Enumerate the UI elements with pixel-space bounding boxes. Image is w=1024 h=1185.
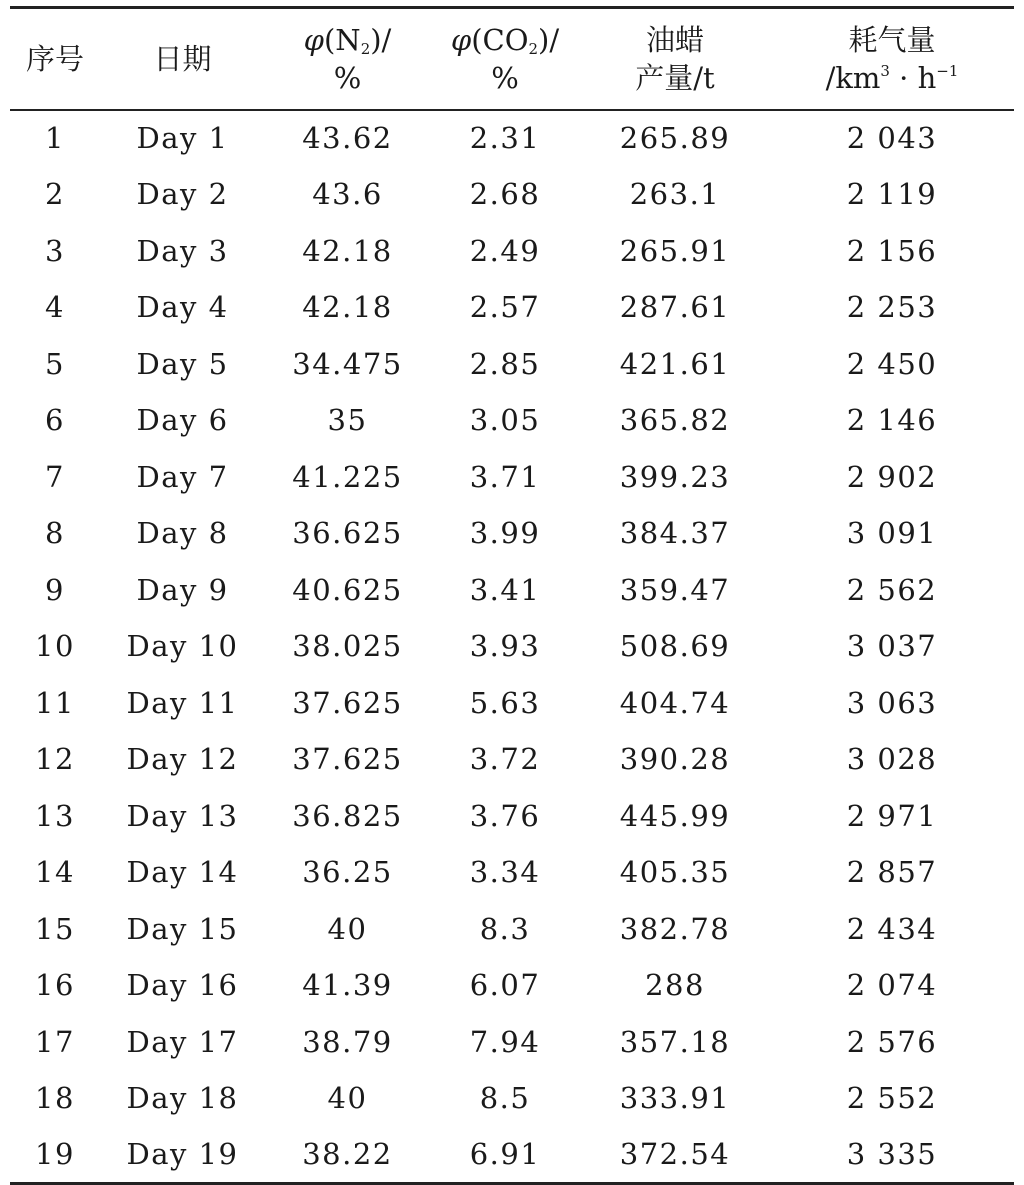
cell-date: Day 8 <box>136 516 229 551</box>
cell-seq: 6 <box>45 403 65 438</box>
cell-co2: 3.71 <box>469 459 541 494</box>
cell-wax-output: 263.1 <box>629 177 721 212</box>
cell-gas-consumption: 2 971 <box>846 798 938 833</box>
cell-date: Day 10 <box>126 629 239 664</box>
cell-co2: 2.49 <box>469 233 541 268</box>
table-row <box>10 731 1014 788</box>
cell-wax-output: 382.78 <box>619 911 731 946</box>
cell-wax-output: 399.23 <box>619 459 731 494</box>
table-row <box>10 166 1014 223</box>
cell-n2: 37.625 <box>292 685 403 720</box>
cell-n2: 38.22 <box>265 1127 430 1184</box>
table-row <box>10 336 1014 393</box>
cell-seq: 16 <box>35 968 75 1003</box>
cell-co2: 2.68 <box>469 177 541 212</box>
cell-gas-consumption: 2 146 <box>846 403 938 438</box>
cell-co2: 2.57 <box>469 290 541 325</box>
cell-co2: 8.5 <box>479 1081 531 1116</box>
cell-seq: 9 <box>45 572 65 607</box>
cell-n2: 37.625 <box>292 742 403 777</box>
table-body <box>10 110 1014 1184</box>
cell-n2: 35 <box>327 403 368 438</box>
cell-co2: 3.41 <box>469 572 541 607</box>
table-row <box>10 449 1014 506</box>
cell-seq: 15 <box>35 911 75 946</box>
cell-wax-output: 265.89 <box>619 121 731 156</box>
cell-co2: 3.72 <box>469 742 541 777</box>
table-row <box>10 901 1014 958</box>
cell-co2: 3.99 <box>469 516 541 551</box>
cell-seq: 17 <box>35 1024 75 1059</box>
cell-gas-consumption: 3 335 <box>770 1127 1014 1184</box>
cell-wax-output: 508.69 <box>619 629 731 664</box>
header-co2-unit: % <box>491 60 519 95</box>
cell-wax-output: 405.35 <box>619 855 731 890</box>
cell-gas-consumption: 2 043 <box>846 121 938 156</box>
cell-date: Day 12 <box>126 742 239 777</box>
cell-wax-output: 333.91 <box>619 1081 731 1116</box>
cell-gas-consumption: 2 119 <box>846 177 938 212</box>
cell-date: Day 13 <box>126 798 239 833</box>
cell-date: Day 19 <box>100 1127 265 1184</box>
cell-n2: 40 <box>327 911 368 946</box>
cell-gas-consumption: 2 576 <box>846 1024 938 1059</box>
cell-n2: 36.825 <box>292 798 403 833</box>
cell-wax-output: 265.91 <box>619 233 731 268</box>
cell-co2: 3.76 <box>469 798 541 833</box>
cell-wax-output: 359.47 <box>619 572 731 607</box>
cell-n2: 36.25 <box>302 855 393 890</box>
cell-gas-consumption: 3 028 <box>846 742 938 777</box>
table-row <box>10 788 1014 845</box>
cell-seq: 13 <box>35 798 75 833</box>
cell-wax-output: 384.37 <box>619 516 731 551</box>
header-n2 <box>265 8 430 110</box>
cell-gas-consumption: 3 037 <box>846 629 938 664</box>
table-row <box>10 392 1014 449</box>
table-row <box>10 957 1014 1014</box>
header-gas-unit: $/km^3 \cdot h^{-1}$ <box>825 60 959 95</box>
cell-n2: 40 <box>327 1081 368 1116</box>
cell-co2: 3.93 <box>469 629 541 664</box>
table-row <box>10 1070 1014 1127</box>
cell-co2: 2.31 <box>469 121 541 156</box>
cell-n2: 38.79 <box>302 1024 393 1059</box>
cell-gas-consumption: 2 074 <box>846 968 938 1003</box>
cell-date: Day 9 <box>136 572 229 607</box>
cell-n2: 41.225 <box>292 459 403 494</box>
cell-wax-output: 365.82 <box>619 403 731 438</box>
table-row <box>10 562 1014 619</box>
cell-seq: 18 <box>35 1081 75 1116</box>
cell-wax-output: 390.28 <box>619 742 731 777</box>
cell-co2: 6.07 <box>469 968 541 1003</box>
cell-n2: 36.625 <box>292 516 403 551</box>
table-header <box>10 8 1014 110</box>
cell-co2: 6.91 <box>430 1127 580 1184</box>
table-row <box>10 223 1014 280</box>
cell-seq: 3 <box>45 233 65 268</box>
header-date: 日期 <box>153 41 212 76</box>
cell-date: Day 17 <box>126 1024 239 1059</box>
cell-gas-consumption: 3 091 <box>846 516 938 551</box>
cell-date: Day 2 <box>136 177 229 212</box>
table-row <box>10 1014 1014 1071</box>
header-gas-line1: 耗气量 <box>848 22 936 57</box>
cell-gas-consumption: 2 857 <box>846 855 938 890</box>
cell-wax-output: 288 <box>645 968 705 1003</box>
cell-date: Day 15 <box>126 911 239 946</box>
cell-date: Day 1 <box>136 121 229 156</box>
table-row <box>10 1127 1014 1184</box>
cell-seq: 5 <box>45 346 65 381</box>
cell-n2: 43.6 <box>312 177 383 212</box>
cell-date: Day 6 <box>136 403 229 438</box>
cell-gas-consumption: 2 450 <box>846 346 938 381</box>
header-gas-consumption <box>770 8 1014 110</box>
header-co2-label: $\varphi(CO_2)/$ <box>450 22 560 58</box>
cell-n2: 34.475 <box>292 346 403 381</box>
cell-date: Day 4 <box>136 290 229 325</box>
cell-seq: 19 <box>10 1127 100 1184</box>
cell-wax-output: 445.99 <box>619 798 731 833</box>
cell-seq: 12 <box>35 742 75 777</box>
header-wax-output <box>580 8 770 110</box>
table-row <box>10 505 1014 562</box>
header-n2-label: $\varphi(N_2)/$ <box>303 22 392 58</box>
data-table <box>10 6 1014 1185</box>
cell-seq: 14 <box>35 855 75 890</box>
header-row <box>10 8 1014 110</box>
table-row <box>10 618 1014 675</box>
cell-gas-consumption: 2 552 <box>846 1081 938 1116</box>
cell-n2: 40.625 <box>292 572 403 607</box>
cell-seq: 11 <box>35 685 75 720</box>
cell-seq: 1 <box>45 121 65 156</box>
cell-n2: 42.18 <box>302 233 393 268</box>
cell-date: Day 5 <box>136 346 229 381</box>
cell-gas-consumption: 2 434 <box>846 911 938 946</box>
cell-wax-output: 404.74 <box>619 685 731 720</box>
cell-date: Day 11 <box>126 685 239 720</box>
cell-date: Day 16 <box>126 968 239 1003</box>
cell-co2: 8.3 <box>479 911 531 946</box>
cell-seq: 10 <box>35 629 75 664</box>
cell-wax-output: 372.54 <box>580 1127 770 1184</box>
cell-co2: 5.63 <box>469 685 541 720</box>
table-row <box>10 844 1014 901</box>
cell-n2: 43.62 <box>302 121 393 156</box>
cell-seq: 7 <box>45 459 65 494</box>
cell-wax-output: 287.61 <box>619 290 731 325</box>
cell-gas-consumption: 2 562 <box>846 572 938 607</box>
cell-gas-consumption: 3 063 <box>846 685 938 720</box>
cell-seq: 8 <box>45 516 65 551</box>
header-seq: 序号 <box>25 41 84 76</box>
header-n2-unit: % <box>333 60 362 95</box>
cell-n2: 41.39 <box>302 968 393 1003</box>
table-row <box>10 675 1014 732</box>
cell-seq: 4 <box>45 290 65 325</box>
cell-date: Day 7 <box>136 459 229 494</box>
header-co2 <box>430 8 580 110</box>
header-wax-line1: 油蜡 <box>645 22 704 57</box>
cell-n2: 42.18 <box>302 290 393 325</box>
cell-date: Day 14 <box>126 855 239 890</box>
cell-wax-output: 357.18 <box>619 1024 731 1059</box>
table-row <box>10 279 1014 336</box>
cell-wax-output: 421.61 <box>619 346 731 381</box>
data-table-container <box>10 6 1014 1185</box>
cell-seq: 2 <box>45 177 65 212</box>
cell-gas-consumption: 2 156 <box>846 233 938 268</box>
cell-date: Day 18 <box>126 1081 239 1116</box>
table-row <box>10 110 1014 167</box>
cell-co2: 3.05 <box>469 403 541 438</box>
cell-co2: 2.85 <box>469 346 541 381</box>
header-wax-line2: 产量/t <box>635 60 715 95</box>
cell-gas-consumption: 2 902 <box>846 459 938 494</box>
cell-n2: 38.025 <box>292 629 403 664</box>
cell-gas-consumption: 2 253 <box>846 290 938 325</box>
cell-co2: 7.94 <box>469 1024 541 1059</box>
cell-co2: 3.34 <box>469 855 541 890</box>
cell-date: Day 3 <box>136 233 229 268</box>
